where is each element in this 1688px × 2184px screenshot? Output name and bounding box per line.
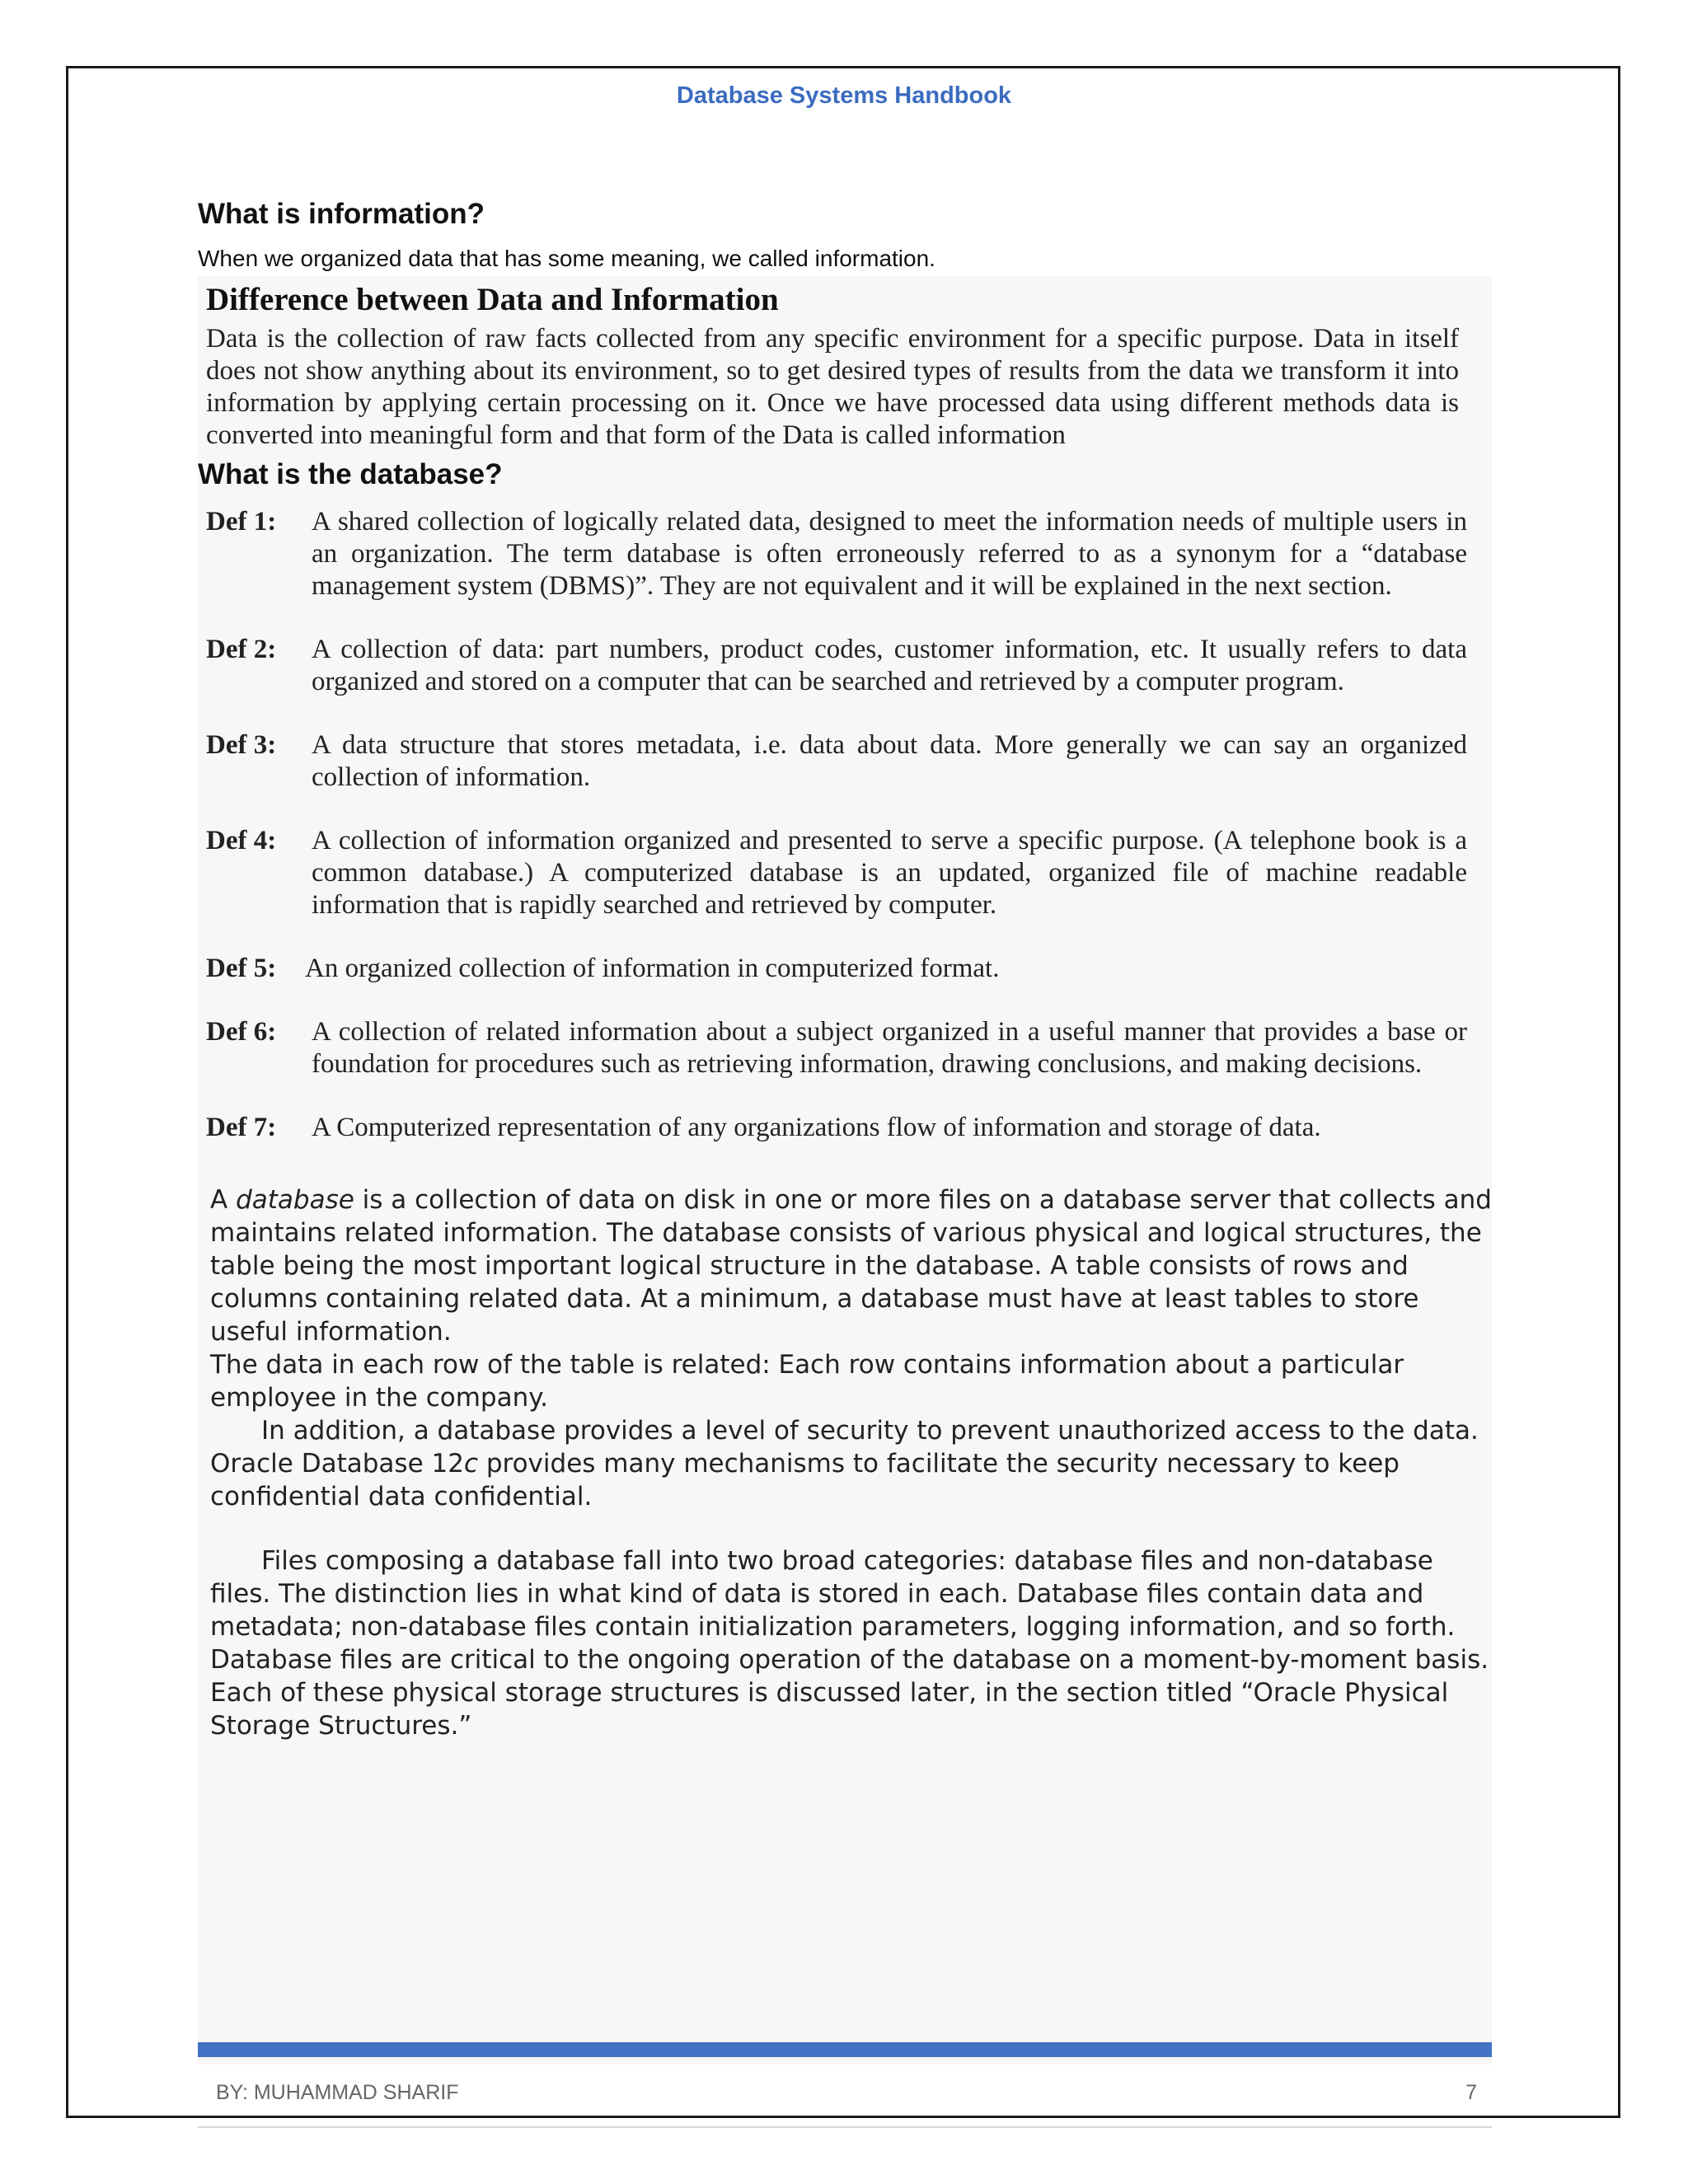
definition-item <box>206 825 1467 921</box>
italic-term: c <box>463 1449 478 1479</box>
definition-label: Def 3: <box>206 730 277 760</box>
text-span: is a collection of data on disk in one or more files on a database server that collects and maintains related information. The database consists of various physical and logical structures, the table being the most important logical structure in the database. A table consists of rows and columns containing related data. At a minimum, a database must have at least tables to store useful information. <box>210 1185 1492 1347</box>
definition-text: A collection of related information about a subject organized in a useful manner that provides a base or foundation for procedures such as retrieving information, drawing conclusions, and making decisions. <box>312 1017 1467 1079</box>
definition-label: Def 4: <box>206 826 277 855</box>
definition-item <box>206 953 1467 985</box>
scanned-excerpt <box>198 276 1492 2064</box>
paragraph-security <box>210 1414 1496 1513</box>
italic-term: database <box>236 1185 354 1215</box>
definitions-list <box>206 506 1467 1144</box>
footer-author: BY: MUHAMMAD SHARIF <box>216 2081 459 2104</box>
definition-item <box>206 1016 1467 1080</box>
paragraph-database <box>210 1183 1496 1348</box>
running-header: Database Systems Handbook <box>676 82 1012 109</box>
definition-item <box>206 634 1467 698</box>
definition-text: A collection of data: part numbers, product codes, customer information, etc. It usually refers to data organized and stored on a computer that can be searched and retrieved by a computer program. <box>312 635 1467 696</box>
page-footer <box>216 2081 1477 2105</box>
definition-label: Def 5: <box>206 954 277 983</box>
definition-text: A collection of information organized and presented to serve a specific purpose. (A telephone book is a common database.) A computerized database is an updated, organized file of machine readable information that is rapidly searched and retrieved by computer. <box>312 826 1467 920</box>
database-explanation <box>210 1183 1496 1742</box>
text-span: In addition, a database provides a level of security to prevent unauthorized access to the data. Oracle Database 12 <box>210 1416 1479 1479</box>
definition-label: Def 6: <box>206 1017 277 1047</box>
difference-text: Data is the collection of raw facts collected from any specific environment for a specific purpose. Data in itself does not show anything about its environment, so to get desired types of results from the data we transform it into information by applying certain processing on it. Once we have processed data using different methods data is converted into meaningful form and that form of the Data is called information <box>206 324 1459 450</box>
definition-label: Def 2: <box>206 635 277 664</box>
definition-text: A data structure that stores metadata, i.e. data about data. More generally we can say an organized collection of information. <box>312 730 1467 792</box>
intro-block <box>198 198 1492 277</box>
definition-label: Def 1: <box>206 507 277 537</box>
footer-rule <box>198 2042 1492 2057</box>
difference-heading: Difference between Data and Information <box>206 282 779 317</box>
paragraph-rows: The data in each row of the table is related: Each row contains information about a particular employee in the company. <box>210 1350 1404 1413</box>
paragraph-files: Files composing a database fall into two broad categories: database files and non-database files. The distinction lies in what kind of data is stored in each. Database files contain data and metadata; non-database files contain initialization parameters, logging information, and so forth. Database files are critical to the ongoing operation of the database on a moment-by-moment basis. Each of these physical storage structures is discussed later, in the section titled “Oracle Physical Storage Structures.” <box>210 1546 1489 1741</box>
text-span: provides many mechanisms to facilitate the security necessary to keep confidential data confidential. <box>210 1449 1400 1511</box>
definition-label: Def 7: <box>206 1113 277 1142</box>
page-number: 7 <box>1465 2081 1477 2104</box>
definition-text: A Computerized representation of any organizations flow of information and storage of data. <box>312 1113 1321 1142</box>
definition-item <box>206 729 1467 794</box>
definition-item <box>206 506 1467 602</box>
database-heading: What is the database? <box>198 458 503 490</box>
information-text: When we organized data that has some meaning, we called information. <box>198 246 935 271</box>
bottom-divider <box>198 2126 1492 2128</box>
definition-text: An organized collection of information in computerized format. <box>305 954 1000 983</box>
definition-text: A shared collection of logically related data, designed to meet the information needs of multiple users in an organization. The term database is often erroneously referred to as a synonym for a “database management system (DBMS)”. They are not equivalent and it will be explained in the next section. <box>312 507 1467 601</box>
definition-item <box>206 1112 1467 1144</box>
information-heading: What is information? <box>198 198 485 230</box>
text-span: A <box>210 1185 237 1215</box>
